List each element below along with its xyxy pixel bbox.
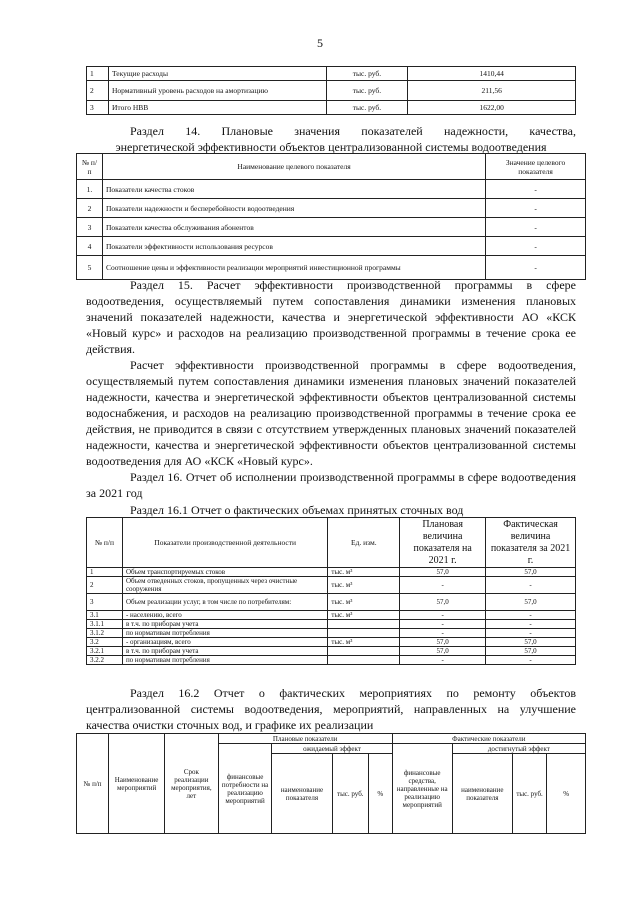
- volume-num: 3.1: [87, 611, 123, 620]
- volume-unit: тыс. м³: [328, 638, 400, 647]
- col-value-header: Значение целевого показателя: [486, 154, 586, 180]
- page-number: 5: [317, 36, 323, 50]
- volume-plan: -: [400, 656, 486, 665]
- m-fact-effect-name-header: наименование показателя: [452, 754, 512, 834]
- table-row: [87, 638, 576, 647]
- volume-name: Объем реализации услуг, в том числе по потребителям:: [122, 594, 327, 611]
- volume-plan: -: [400, 577, 486, 594]
- volume-num: 3.2.1: [87, 647, 123, 656]
- volume-fact: -: [486, 577, 576, 594]
- m-fact-effect-rub-header: тыс. руб.: [512, 754, 546, 834]
- table-row: [87, 101, 576, 115]
- table-row: [77, 180, 586, 199]
- measures-table: [76, 733, 586, 834]
- table-row: [77, 237, 586, 256]
- volume-name: по нормативам потребления: [122, 656, 327, 665]
- costs-table: [86, 66, 576, 115]
- volume-plan: 57,0: [400, 594, 486, 611]
- vol-fact-header: Фактическая величина показателя за 2021 г.: [486, 518, 576, 568]
- cost-unit: тыс. руб.: [326, 81, 408, 101]
- volume-plan: -: [400, 611, 486, 620]
- cost-num: 2: [87, 81, 109, 101]
- vol-unit-header: Ед. изм.: [328, 518, 400, 568]
- table-row: [87, 81, 576, 101]
- volume-name: в т.ч. по приборам учета: [122, 647, 327, 656]
- volume-fact: 57,0: [486, 647, 576, 656]
- volume-plan: -: [400, 629, 486, 638]
- volume-num: 1: [87, 568, 123, 577]
- volume-num: 3.1.1: [87, 620, 123, 629]
- indicator-name: Показатели эффективности использования ресурсов: [102, 237, 485, 256]
- volume-fact: 57,0: [486, 594, 576, 611]
- section16-2-title: Раздел 16.2 Отчет о фактических мероприятиях по ремонту объектов централизованной системы водоотведения, мероприятий, направленных на улучшение качества очистки сточных вод, и графике их реализации: [86, 686, 576, 732]
- section15-paragraph: Расчет эффективности производственной программы в сфере водоотведения, осуществляемый путем сопоставления динамики изменения плановых значений показателей надежности, качества и энергетической эффективности объектов централизованной системы водоснабжения, и расходов на реализацию производственной программы в течение срока ее действия, не приводится в связи с отсутствием утвержденных плановых значений показателей надежности, качества и энергетической эффективности объектов централизованной системы водоотведения для АО «КСК «Новый курс».: [86, 358, 576, 468]
- volume-fact: -: [486, 656, 576, 665]
- volume-fact: -: [486, 620, 576, 629]
- cost-name: Итого НВВ: [108, 101, 326, 115]
- volume-num: 3.1.2: [87, 629, 123, 638]
- table-row: [87, 656, 576, 665]
- volume-name: по нормативам потребления: [122, 629, 327, 638]
- volume-plan: 57,0: [400, 638, 486, 647]
- volume-name: - организациям, всего: [122, 638, 327, 647]
- indicator-num: 1.: [77, 180, 103, 199]
- section15-title: Раздел 15. Расчет эффективности производственной программы в сфере водоотведения, осуществляемый путем сопоставления динамики изменения плановых значений показателей надежности, качества и энергетической эффективности АО «КСК «Новый курс» и расходов на реализацию производственной программы в течение срока ее действия.: [86, 278, 576, 356]
- table-row: [87, 611, 576, 620]
- volume-unit: тыс. м³: [328, 568, 400, 577]
- m-plan-effect-rub-header: тыс. руб.: [332, 754, 369, 834]
- cost-value: 211,56: [408, 81, 576, 101]
- table-row: [87, 577, 576, 594]
- m-num-header: № п/п: [77, 734, 109, 834]
- m-fact-fin-header: финансовые средства, направленные на реализацию мероприятий: [392, 744, 452, 834]
- section14-title-line2: энергетической эффективности объектов централизованной системы водоотведения: [115, 140, 547, 154]
- section16-1-title: Раздел 16.1 Отчет о фактических объемах принятых сточных вод: [130, 503, 464, 517]
- m-fact-effect-header: достигнутый эффект: [452, 744, 585, 754]
- volume-fact: -: [486, 629, 576, 638]
- vol-num-header: № п/п: [87, 518, 123, 568]
- cost-name: Нормативный уровень расходов на амортизацию: [108, 81, 326, 101]
- vol-plan-header: Плановая величина показателя на 2021 г.: [400, 518, 486, 568]
- table-row: [87, 594, 576, 611]
- volume-fact: 57,0: [486, 638, 576, 647]
- volumes-table: [86, 517, 576, 665]
- m-name-header: Наименование мероприятий: [109, 734, 165, 834]
- indicator-num: 4: [77, 237, 103, 256]
- volume-num: 2: [87, 577, 123, 594]
- table-row: [87, 620, 576, 629]
- vol-name-header: Показатели производственной деятельности: [122, 518, 327, 568]
- table-row: [87, 647, 576, 656]
- indicator-name: Показатели качества обслуживания абонентов: [102, 218, 485, 237]
- indicator-value: -: [486, 199, 586, 218]
- volume-plan: 57,0: [400, 647, 486, 656]
- volume-plan: 57,0: [400, 568, 486, 577]
- cost-num: 1: [87, 67, 109, 81]
- volume-num: 3.2.2: [87, 656, 123, 665]
- volume-name: - населению, всего: [122, 611, 327, 620]
- indicator-value: -: [486, 237, 586, 256]
- m-plan-effect-name-header: наименование показателя: [272, 754, 332, 834]
- cost-unit: тыс. руб.: [326, 101, 408, 115]
- m-plan-fin-header: финансовые потребности на реализацию мероприятий: [218, 744, 272, 834]
- volume-plan: -: [400, 620, 486, 629]
- indicator-num: 5: [77, 256, 103, 280]
- col-name-header: Наименование целевого показателя: [102, 154, 485, 180]
- m-fact-effect-pct-header: %: [547, 754, 586, 834]
- m-plan-effect-header: ожидаемый эффект: [272, 744, 392, 754]
- volume-num: 3.2: [87, 638, 123, 647]
- volume-unit: [328, 647, 400, 656]
- indicator-name: Показатели надежности и бесперебойности водоотведения: [102, 199, 485, 218]
- m-plan-effect-pct-header: %: [369, 754, 393, 834]
- section16-title: Раздел 16. Отчет об исполнении производственной программы в сфере водоотведения за 2021 год: [86, 470, 576, 500]
- indicator-value: -: [486, 256, 586, 280]
- section14-title-line1: Раздел 14. Плановые значения показателей надежности, качества,: [130, 124, 576, 138]
- volume-fact: -: [486, 611, 576, 620]
- volume-name: Объем транспортируемых стоков: [122, 568, 327, 577]
- volume-name: Объем отведенных стоков, пропущенных через очистные сооружения: [122, 577, 327, 594]
- indicator-name: Соотношение цены и эффективности реализации мероприятий инвестиционной программы: [102, 256, 485, 280]
- indicator-num: 2: [77, 199, 103, 218]
- volume-name: в т.ч. по приборам учета: [122, 620, 327, 629]
- table-row: [77, 256, 586, 280]
- table-row: [87, 568, 576, 577]
- indicator-value: -: [486, 218, 586, 237]
- cost-value: 1410,44: [408, 67, 576, 81]
- cost-unit: тыс. руб.: [326, 67, 408, 81]
- cost-num: 3: [87, 101, 109, 115]
- cost-name: Текущие расходы: [108, 67, 326, 81]
- volume-num: 3: [87, 594, 123, 611]
- m-fact-group-header: Фактические показатели: [392, 734, 585, 744]
- volume-unit: тыс. м³: [328, 594, 400, 611]
- table-row: [87, 67, 576, 81]
- volume-unit: [328, 656, 400, 665]
- m-plan-group-header: Плановые показатели: [218, 734, 392, 744]
- volume-unit: [328, 620, 400, 629]
- indicator-value: -: [486, 180, 586, 199]
- target-indicators-table: [76, 153, 586, 280]
- m-term-header: Срок реализации мероприятия, лет: [165, 734, 219, 834]
- table-row: [87, 629, 576, 638]
- indicator-name: Показатели качества стоков: [102, 180, 485, 199]
- cost-value: 1622,00: [408, 101, 576, 115]
- volume-unit: [328, 629, 400, 638]
- col-num-header: № п/п: [77, 154, 103, 180]
- volume-fact: 57,0: [486, 568, 576, 577]
- volume-unit: тыс. м³: [328, 577, 400, 594]
- volume-unit: тыс. м³: [328, 611, 400, 620]
- indicator-num: 3: [77, 218, 103, 237]
- table-row: [77, 199, 586, 218]
- table-row: [77, 218, 586, 237]
